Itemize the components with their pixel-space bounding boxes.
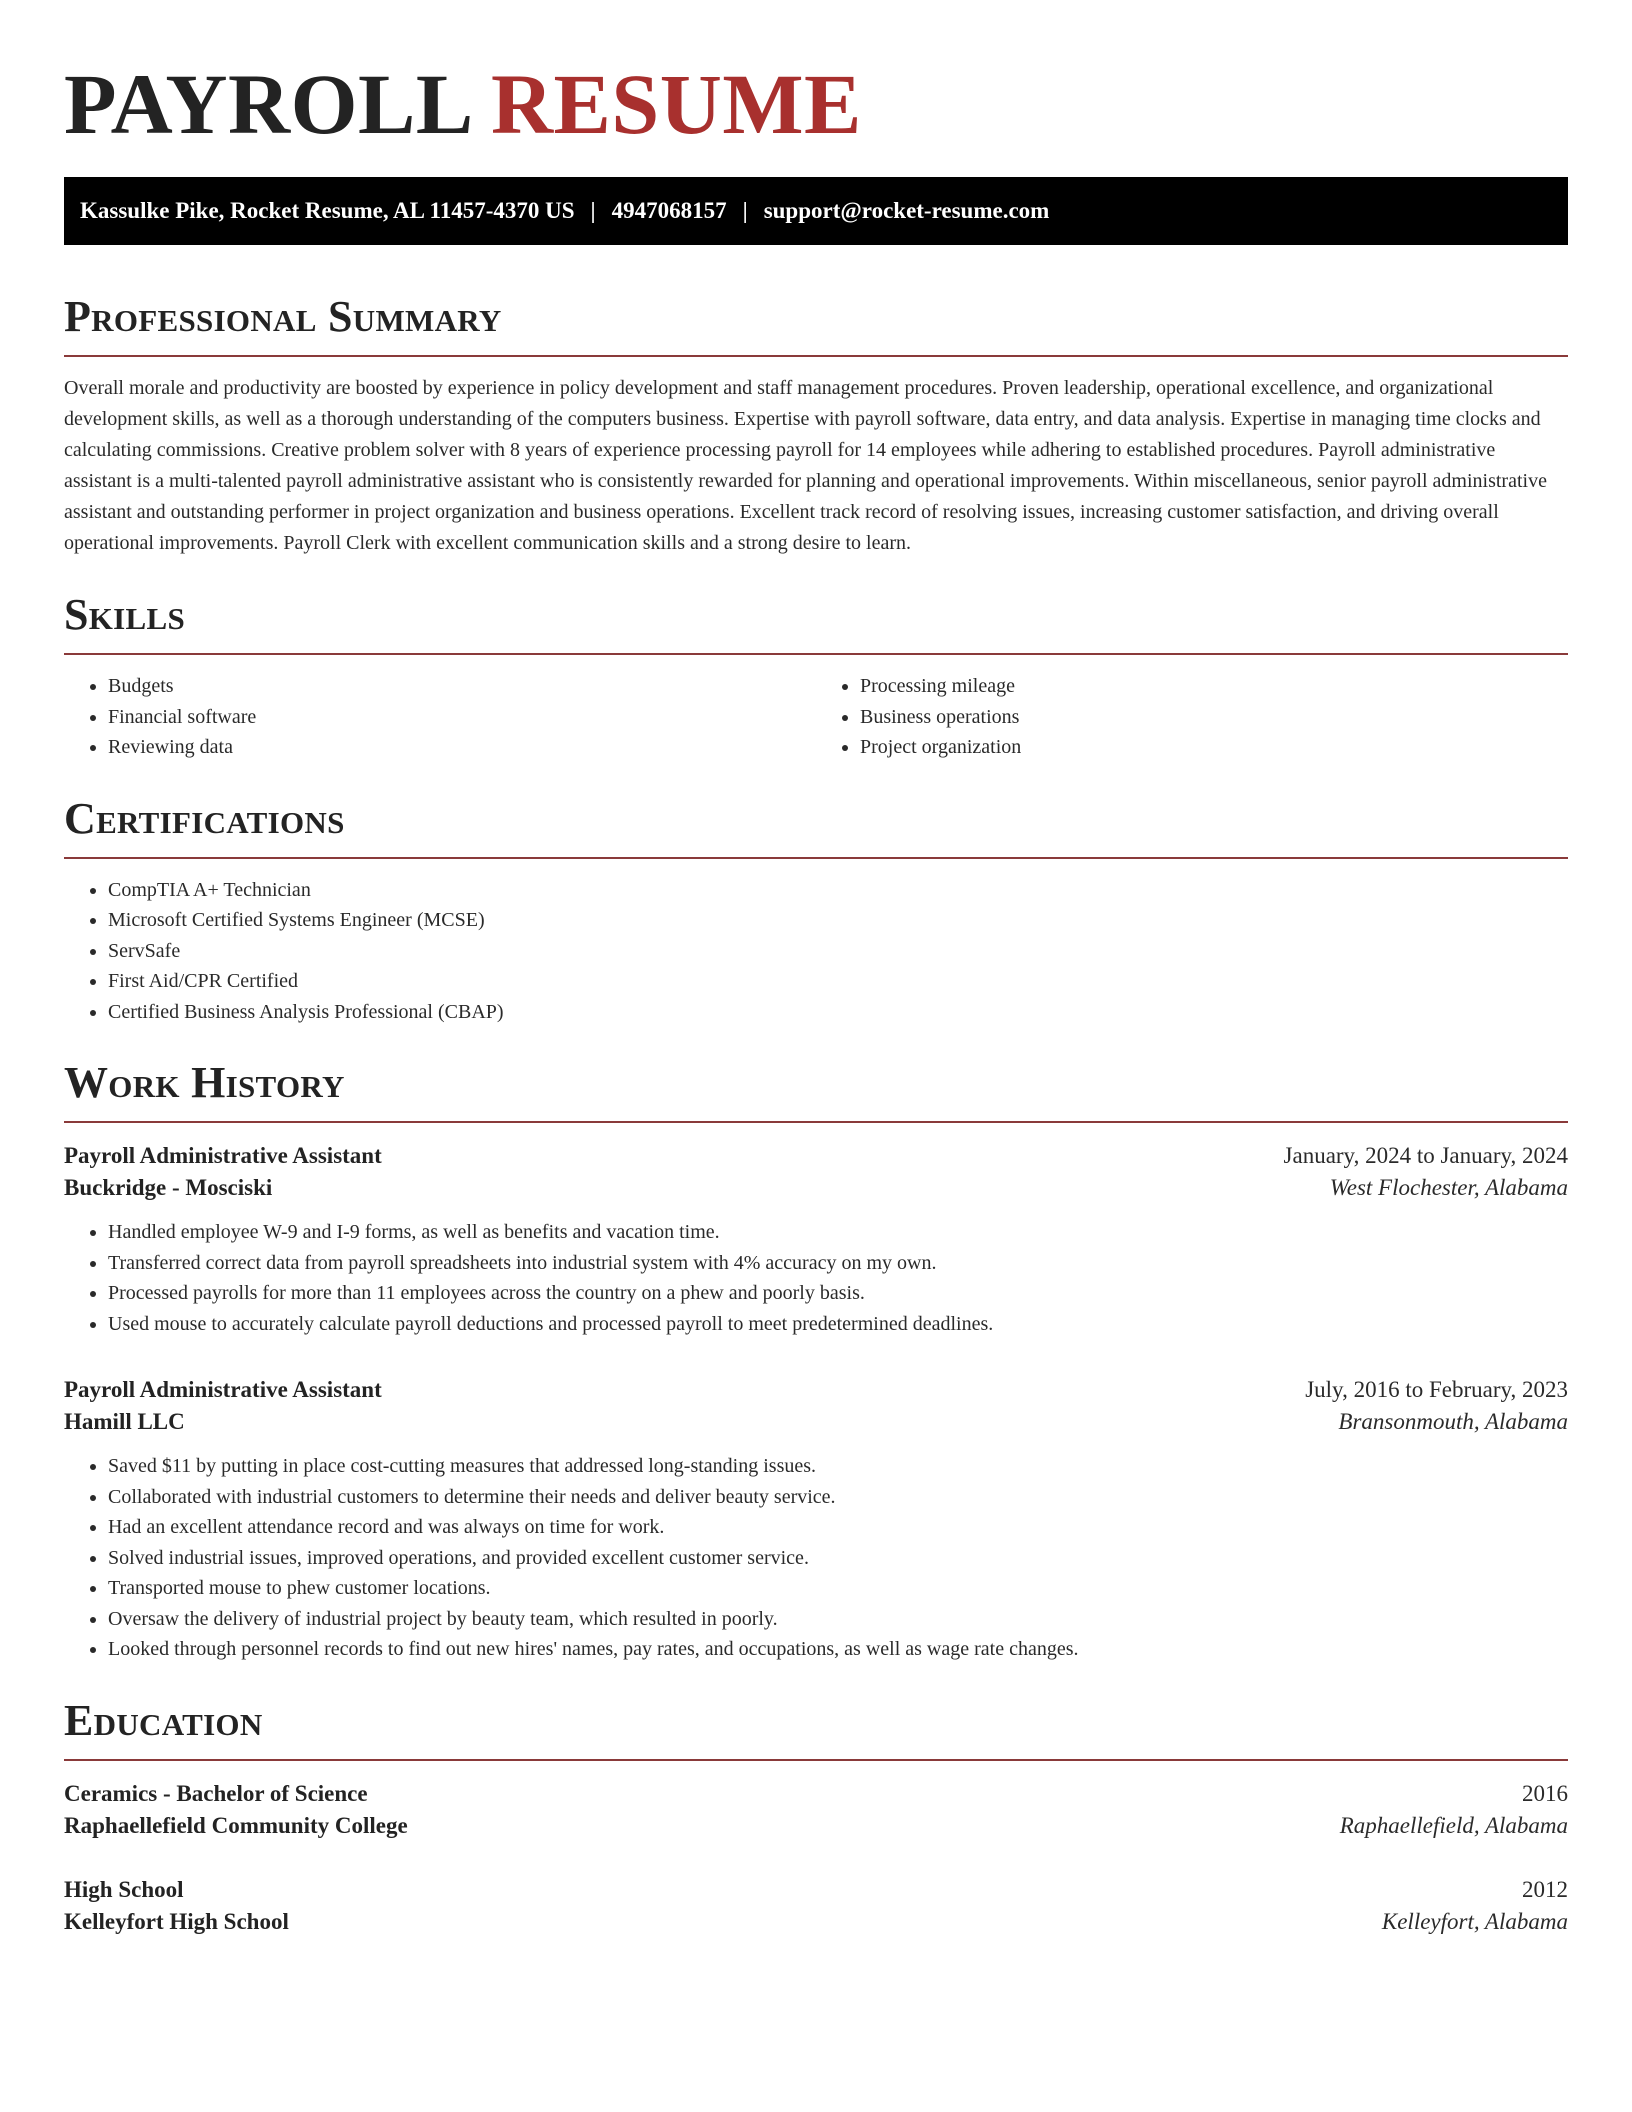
job-company: Buckridge - Mosciski [64, 1175, 273, 1200]
job-bullet: • Saved $11 by putting in place cost-cutting measures that addressed long-standing issues. [108, 1451, 1568, 1482]
job-entry [64, 1143, 1568, 1339]
job-company: Hamill LLC [64, 1409, 185, 1434]
skills-list-right [816, 671, 1568, 763]
skill-item: • Financial software [108, 702, 816, 733]
section-divider [64, 1759, 1568, 1761]
work-history-heading: Work History [64, 1058, 345, 1107]
skills-grid [64, 655, 1568, 763]
job-title: Payroll Administrative Assistant [64, 1143, 382, 1168]
education-entry [64, 1877, 1568, 1935]
education-entry [64, 1781, 1568, 1839]
certification-item: • CompTIA A+ Technician [108, 875, 1568, 906]
skills-heading: Skills [64, 590, 186, 639]
skill-item: • Project organization [860, 732, 1568, 763]
skill-item: • Business operations [860, 702, 1568, 733]
job-bullet: • Processed payrolls for more than 11 employees across the country on a phew and poorly basis. [108, 1278, 1568, 1309]
skill-item: • Budgets [108, 671, 816, 702]
education-year: 2012 [1522, 1876, 1568, 1902]
job-bullet: • Transferred correct data from payroll spreadsheets into industrial system with 4% accuracy on my own. [108, 1248, 1568, 1279]
job-bullets [64, 1451, 1568, 1665]
summary-section [64, 292, 1568, 559]
skills-section [64, 590, 1568, 763]
section-divider [64, 1121, 1568, 1123]
education-section [64, 1695, 1568, 1935]
job-entry [64, 1377, 1568, 1665]
job-dates: July, 2016 to February, 2023 [1305, 1377, 1568, 1402]
resume-title [64, 56, 1568, 152]
job-bullets [64, 1217, 1568, 1339]
certifications-list [64, 875, 1568, 1028]
summary-heading: Professional Summary [64, 292, 502, 341]
education-location: Kelleyfort, Alabama [1381, 1908, 1568, 1934]
education-degree: Ceramics - Bachelor of Science [64, 1780, 368, 1806]
job-title: Payroll Administrative Assistant [64, 1377, 382, 1402]
contact-separator: | [742, 198, 748, 223]
contact-email[interactable]: support@rocket-resume.com [763, 198, 1050, 223]
certification-item: • Microsoft Certified Systems Engineer (MCSE) [108, 905, 1568, 936]
job-location: West Flochester, Alabama [1329, 1175, 1568, 1200]
title-word-payroll: PAYROLL [64, 56, 469, 152]
certification-item: • First Aid/CPR Certified [108, 966, 1568, 997]
certification-item: • Certified Business Analysis Professional (CBAP) [108, 997, 1568, 1028]
certifications-section [64, 793, 1568, 1028]
title-word-resume: RESUME [490, 56, 862, 152]
skill-item: • Processing mileage [860, 671, 1568, 702]
work-history-section [64, 1058, 1568, 1665]
skill-item: • Reviewing data [108, 732, 816, 763]
contact-bar [64, 177, 1568, 245]
job-location: Bransonmouth, Alabama [1338, 1409, 1568, 1434]
job-bullet: • Used mouse to accurately calculate payroll deductions and processed payroll to meet predetermined deadlines. [108, 1309, 1568, 1340]
job-bullet: • Had an excellent attendance record and was always on time for work. [108, 1512, 1568, 1543]
contact-address: Kassulke Pike, Rocket Resume, AL 11457-4370 US [80, 198, 575, 223]
contact-phone[interactable]: 4947068157 [611, 198, 727, 223]
section-divider [64, 857, 1568, 859]
job-dates: January, 2024 to January, 2024 [1283, 1143, 1568, 1168]
job-bullet: • Looked through personnel records to find out new hires' names, pay rates, and occupations, as well as wage rate changes. [108, 1634, 1568, 1665]
job-bullet: • Transported mouse to phew customer locations. [108, 1573, 1568, 1604]
education-school: Raphaellefield Community College [64, 1812, 408, 1838]
education-heading: Education [64, 1695, 263, 1745]
contact-separator: | [590, 198, 596, 223]
summary-text: Overall morale and productivity are boosted by experience in policy development and staff management procedures. Proven leadership, operational excellence, and organizational development skills, as well as a thorough understanding of the computers business. Expertise with payroll software, data entry, and data analysis. Expertise in managing time clocks and calculating commissions. Creative problem solver with 8 years of experience processing payroll for 14 employees while adhering to established procedures. Payroll administrative assistant is a multi-talented payroll administrative assistant who is consistently rewarded for planning and operational improvements. Within miscellaneous, senior payroll administrative assistant and outstanding performer in project organization and business operations. Excellent track record of resolving issues, increasing customer satisfaction, and driving overall operational improvements. Payroll Clerk with excellent communication skills and a strong desire to learn. [64, 377, 1547, 554]
job-bullet: • Handled employee W-9 and I-9 forms, as well as benefits and vacation time. [108, 1217, 1568, 1248]
job-bullet: • Collaborated with industrial customers to determine their needs and deliver beauty service. [108, 1482, 1568, 1513]
education-degree: High School [64, 1876, 184, 1902]
certifications-heading: Certifications [64, 793, 345, 843]
certification-item: • ServSafe [108, 936, 1568, 967]
job-bullet: • Oversaw the delivery of industrial project by beauty team, which resulted in poorly. [108, 1604, 1568, 1635]
education-location: Raphaellefield, Alabama [1339, 1812, 1568, 1838]
job-bullet: • Solved industrial issues, improved operations, and provided excellent customer service. [108, 1543, 1568, 1574]
education-school: Kelleyfort High School [64, 1908, 289, 1934]
section-divider [64, 355, 1568, 357]
education-year: 2016 [1522, 1780, 1568, 1806]
skills-list-left [64, 671, 816, 763]
